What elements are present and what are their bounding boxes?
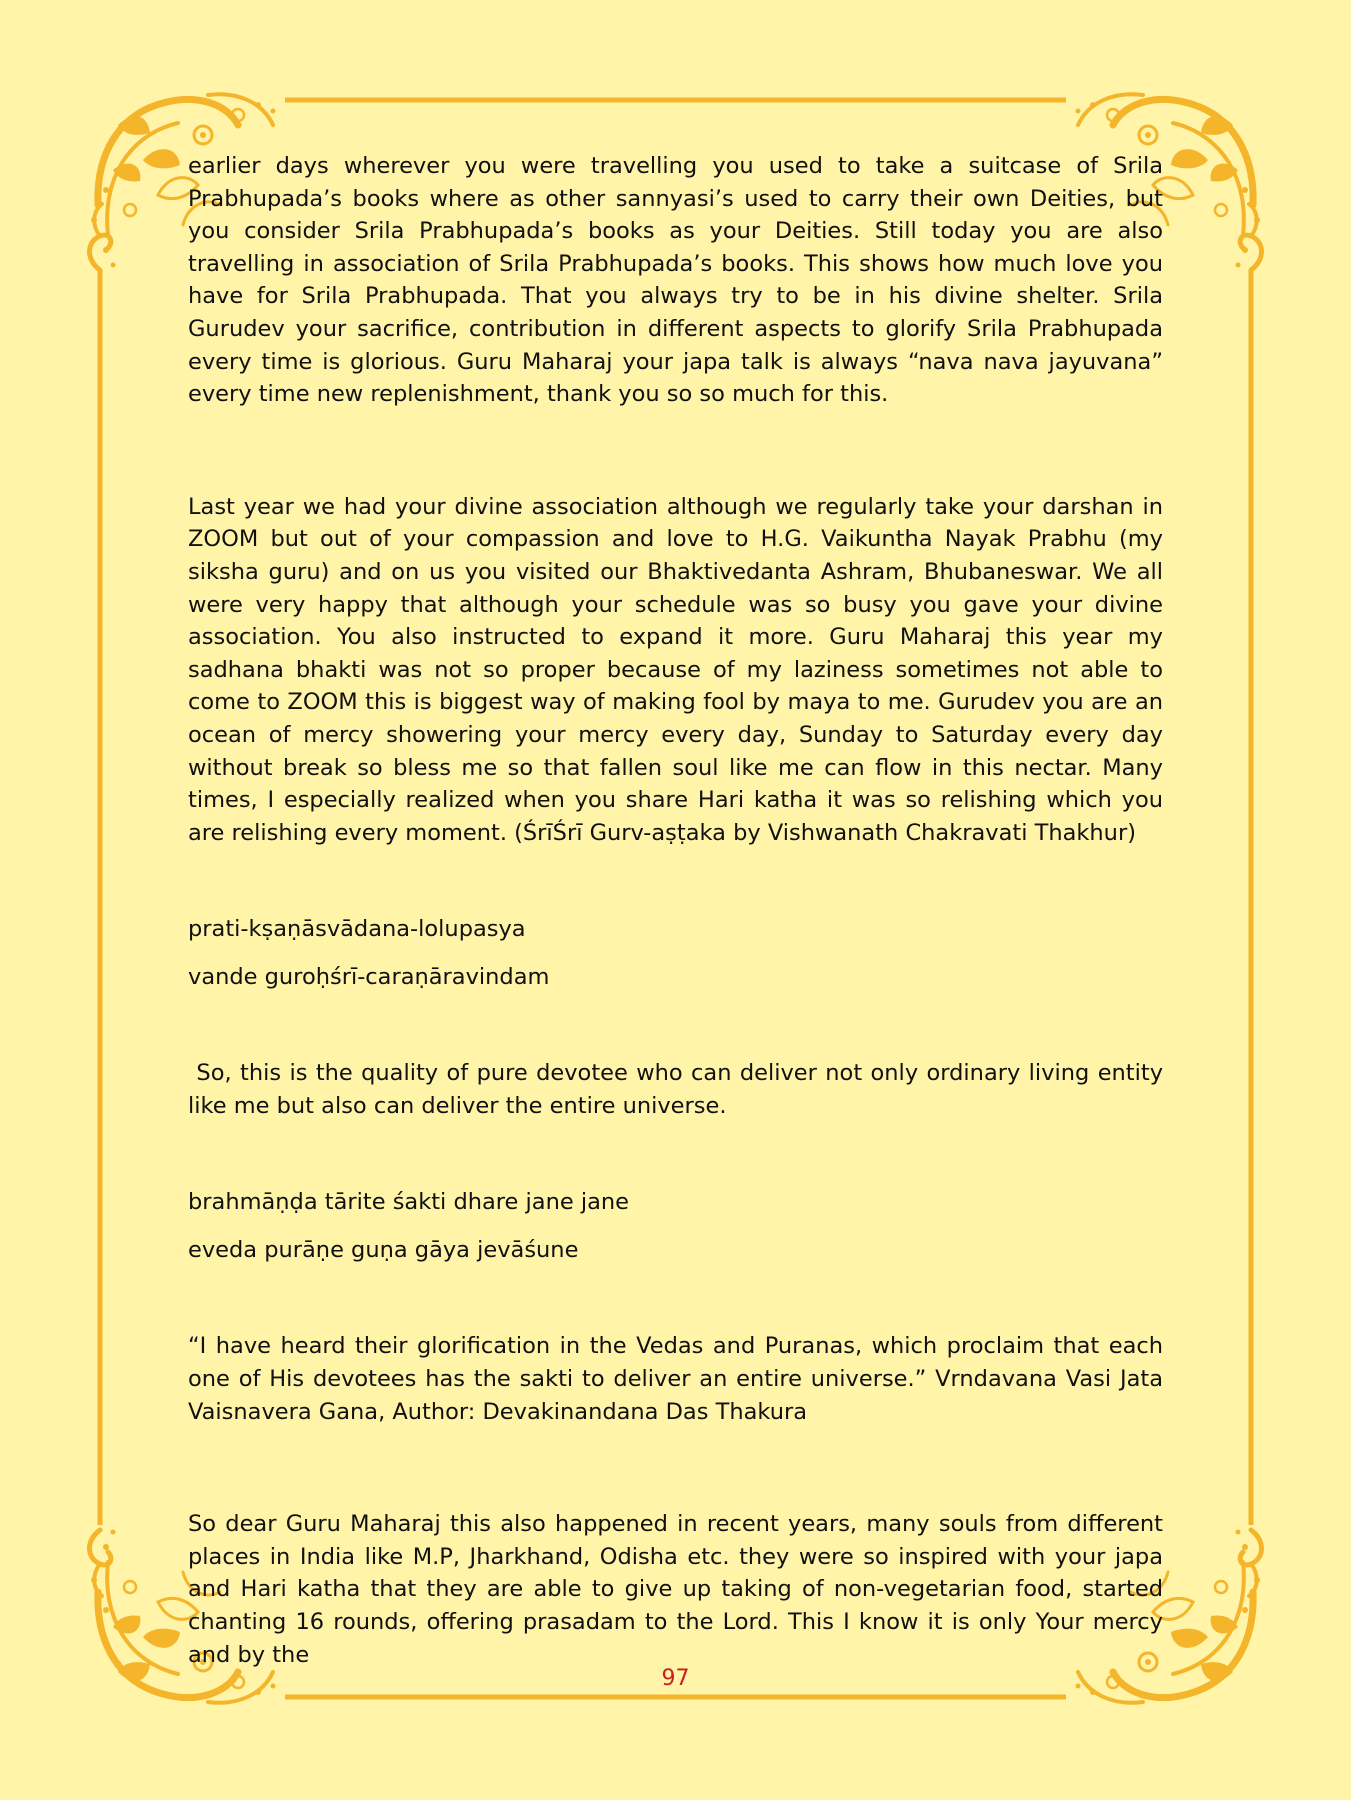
verse-line: eveda purāṇe guṇa gāya jevāśune <box>188 1237 579 1264</box>
verse-line: brahmāṇḍa tārite śakti dhare jane jane <box>188 1189 629 1216</box>
paragraph-pure-devotee: So, this is the quality of pure devotee who can deliver not only ordinary living entity like me but also can deliver the entire universe. <box>188 1060 1171 1119</box>
quote-paragraph: “I have heard their glorification in the Vedas and Puranas, which proclaim that each one of His devotees has the sakti to deliver an entire universe.” Vrndavana Vasi Jata Vaisnavera Gana, Author: Devakinandana Das Thakura <box>188 1333 1163 1425</box>
paragraph-recent-years: So dear Guru Maharaj this also happened in recent years, many souls from different places in India like M.P, Jharkhand, Odisha etc. they were so inspired with your japa and Hari katha that they are able to give up taking of non-vegetarian food, started chanting 16 rounds, offering prasadam to the Lord. This I know it is only Your mercy and by the <box>188 1511 1163 1668</box>
paragraph-divine-association: Last year we had your divine association although we regularly take your darshan in ZOOM but out of your compassion and love to H.G. Vaikuntha Nayak Prabhu (my siksha guru) and on us you visited our Bhaktivedanta Ashram, Bhubaneswar. We all were very happy that although your schedule was so busy you gave your divine association. You also instructed to expand it more. Guru Maharaj this year my sadhana bhakti was not so proper because of my laziness sometimes not able to come to ZOOM this is biggest way of making fool by maya to me. Gurudev you are an ocean of mercy showering your mercy every day, Sunday to Saturday every day without break so bless me so that fallen soul like me can flow in this nectar. Many times, I especially realized when you share Hari katha it was so relishing which you are relishing every moment. (ŚrīŚrī Gurv-aṣṭaka by Vishwanath Chakravati Thakhur) <box>188 493 1163 846</box>
paragraph-travelling-books: earlier days wherever you were travelling you used to take a suitcase of Srila Prabhupada’s books where as other sannyasi’s used to carry their own Deities, but you consider Srila Prabhupada’s books as your Deities. Still today you are also travelling in association of Srila Prabhupada’s books. This shows how much love you have for Srila Prabhupada. That you always try to be in his divine shelter. Srila Gurudev your sacrifice, contribution in different aspects to glorify Srila Prabhupada every time is glorious. Guru Maharaj your japa talk is always “nava nava jayuvana” every time new replenishment, thank you so so much for this. <box>188 153 1163 408</box>
page-body <box>188 150 1171 1671</box>
page-number: 97 <box>661 1666 690 1691</box>
verse-line: prati-kṣaṇāsvādana-lolupasya <box>188 916 526 943</box>
verse-line: vande guroḥśrī-caraṇāravindam <box>188 964 550 991</box>
